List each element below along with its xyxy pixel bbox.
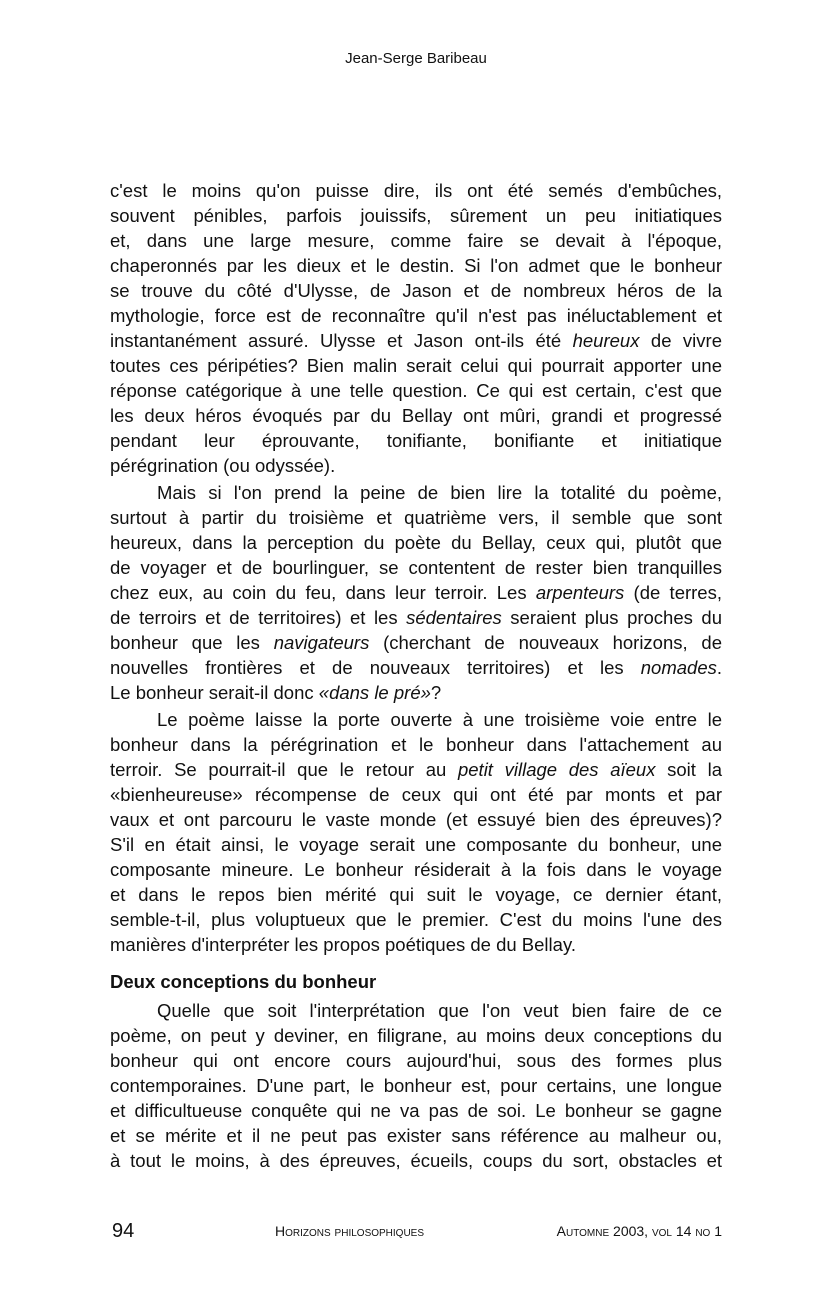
text-segment: chaperonnés par les dieux et le destin. Si l'on admet que le bonheur xyxy=(110,255,722,276)
text-line xyxy=(110,732,722,757)
text-line xyxy=(110,480,722,505)
italic-text: arpenteurs xyxy=(535,582,625,603)
italic-text: nomades xyxy=(640,657,717,678)
text-line xyxy=(110,505,722,530)
text-line xyxy=(110,530,722,555)
text-segment: manières d'interpréter les propos poétiques de du Bellay. xyxy=(110,934,576,955)
text-segment: nouvelles frontières et de nouveaux territoires) et les xyxy=(110,657,641,678)
text-line xyxy=(110,757,722,782)
text-line xyxy=(110,353,722,378)
paragraph xyxy=(110,480,722,705)
text-segment: S'il en était ainsi, le voyage serait une composante du bonheur, une xyxy=(110,834,722,855)
text-line xyxy=(110,203,722,228)
text-segment: mythologie, force est de reconnaître qu'il n'est pas inéluctablement et xyxy=(110,305,722,326)
text-segment: semble-t-il, plus voluptueux que le premier. C'est du moins l'une des xyxy=(110,909,722,930)
text-line xyxy=(110,403,722,428)
text-segment: poème, on peut y deviner, en filigrane, au moins deux conceptions du xyxy=(110,1025,722,1046)
text-line xyxy=(110,630,722,655)
text-segment: pendant leur éprouvante, tonifiante, bonifiante et initiatique xyxy=(110,430,722,451)
text-segment: les deux héros évoqués par du Bellay ont mûri, grandi et progressé xyxy=(110,405,722,426)
text-segment: à tout le moins, à des épreuves, écueils, coups du sort, obstacles et xyxy=(110,1150,722,1171)
text-segment: Le bonheur serait-il donc xyxy=(110,682,319,703)
text-segment: c'est le moins qu'on puisse dire, ils ont été semés d'embûches, xyxy=(110,180,722,201)
text-line xyxy=(110,328,722,353)
text-segment: bonheur dans la pérégrination et le bonheur dans l'attachement au xyxy=(110,734,722,755)
text-segment: souvent pénibles, parfois jouissifs, sûrement un peu initiatiques xyxy=(110,205,722,226)
text-line xyxy=(110,605,722,630)
text-segment: heureux, dans la perception du poète du Bellay, ceux qui, plutôt que xyxy=(110,532,722,553)
text-segment: de vivre xyxy=(639,330,722,351)
article-body xyxy=(110,178,722,1175)
text-segment: toutes ces péripéties? Bien malin serait celui qui pourrait apporter une xyxy=(110,355,722,376)
text-line xyxy=(110,1023,722,1048)
text-line xyxy=(110,707,722,732)
text-segment: chez eux, au coin du feu, dans leur terroir. Les xyxy=(110,582,536,603)
text-segment: bonheur que les xyxy=(110,632,274,653)
page-number: 94 xyxy=(112,1220,135,1242)
paragraph xyxy=(110,178,722,478)
text-segment: contemporaines. D'une part, le bonheur est, pour certains, une longue xyxy=(110,1075,722,1096)
text-line xyxy=(110,807,722,832)
text-line xyxy=(110,228,722,253)
text-line xyxy=(110,303,722,328)
text-line xyxy=(110,1073,722,1098)
text-line xyxy=(110,857,722,882)
text-segment: . xyxy=(716,657,722,678)
issue-info: Automne 2003, vol 14 no 1 xyxy=(556,1223,722,1239)
text-segment: et se mérite et il ne peut pas exister sans référence au malheur ou, xyxy=(110,1125,722,1146)
text-segment: pérégrination (ou odyssée). xyxy=(110,455,336,476)
text-line xyxy=(110,655,722,680)
text-line xyxy=(110,453,722,478)
text-segment: Le poème laisse la porte ouverte à une troisième voie entre le xyxy=(157,709,722,730)
italic-text: «dans le pré» xyxy=(318,682,431,703)
running-header-author: Jean-Serge Baribeau xyxy=(345,50,487,67)
section-heading: Deux conceptions du bonheur xyxy=(110,971,377,992)
text-segment: «bienheureuse» récompense de ceux qui ont été par monts et par xyxy=(110,784,722,805)
text-segment: seraient plus proches du xyxy=(501,607,722,628)
text-segment: de voyager et de bourlinguer, se contentent de rester bien tranquilles xyxy=(110,557,722,578)
text-segment: bonheur qui ont encore cours aujourd'hui, sous des formes plus xyxy=(110,1050,722,1071)
text-segment: et, dans une large mesure, comme faire se devait à l'époque, xyxy=(110,230,722,251)
text-line xyxy=(110,680,722,705)
text-line xyxy=(110,580,722,605)
italic-text: sédentaires xyxy=(406,607,502,628)
text-line xyxy=(110,1048,722,1073)
text-segment: se trouve du côté d'Ulysse, de Jason et de nombreux héros de la xyxy=(110,280,722,301)
text-segment: réponse catégorique à une telle question. Ce qui est certain, c'est que xyxy=(110,380,722,401)
text-line xyxy=(110,1123,722,1148)
journal-title: Horizons philosophiques xyxy=(275,1223,425,1239)
text-line xyxy=(110,907,722,932)
text-segment: (cherchant de nouveaux horizons, de xyxy=(369,632,722,653)
text-line xyxy=(110,998,722,1023)
text-line xyxy=(110,832,722,857)
page-footer xyxy=(110,1220,722,1244)
text-line xyxy=(110,882,722,907)
italic-text: petit village des aïeux xyxy=(457,759,656,780)
text-segment: et difficultueuse conquête qui ne va pas de soi. Le bonheur se gagne xyxy=(110,1100,722,1121)
text-segment: de terroirs et de territoires) et les xyxy=(110,607,407,628)
text-segment: et dans le repos bien mérité qui suit le voyage, ce dernier étant, xyxy=(110,884,722,905)
text-line xyxy=(110,178,722,203)
text-line xyxy=(110,782,722,807)
text-segment: (de terres, xyxy=(624,582,722,603)
text-segment: soit la xyxy=(655,759,722,780)
text-segment: Mais si l'on prend la peine de bien lire la totalité du poème, xyxy=(157,482,722,503)
paragraph xyxy=(110,707,722,957)
text-line xyxy=(110,428,722,453)
text-segment: instantanément assuré. Ulysse et Jason ont-ils été xyxy=(110,330,573,351)
italic-text: navigateurs xyxy=(273,632,370,653)
italic-text: heureux xyxy=(572,330,640,351)
text-line xyxy=(110,1148,722,1173)
text-line xyxy=(110,932,722,957)
text-segment: Quelle que soit l'interprétation que l'on veut bien faire de ce xyxy=(157,1000,722,1021)
text-line xyxy=(110,378,722,403)
text-segment: vaux et ont parcouru le vaste monde (et essuyé bien des épreuves)? xyxy=(110,809,722,830)
paragraphs-after-heading xyxy=(110,998,722,1173)
paragraphs-before-heading xyxy=(110,178,722,957)
text-line xyxy=(110,555,722,580)
paragraph xyxy=(110,998,722,1173)
text-segment: surtout à partir du troisième et quatrième vers, il semble que sont xyxy=(110,507,722,528)
text-segment: ? xyxy=(430,682,442,703)
text-line xyxy=(110,253,722,278)
text-segment: terroir. Se pourrait-il que le retour au xyxy=(110,759,458,780)
text-line xyxy=(110,278,722,303)
text-line xyxy=(110,1098,722,1123)
text-segment: composante mineure. Le bonheur résiderait à la fois dans le voyage xyxy=(110,859,722,880)
